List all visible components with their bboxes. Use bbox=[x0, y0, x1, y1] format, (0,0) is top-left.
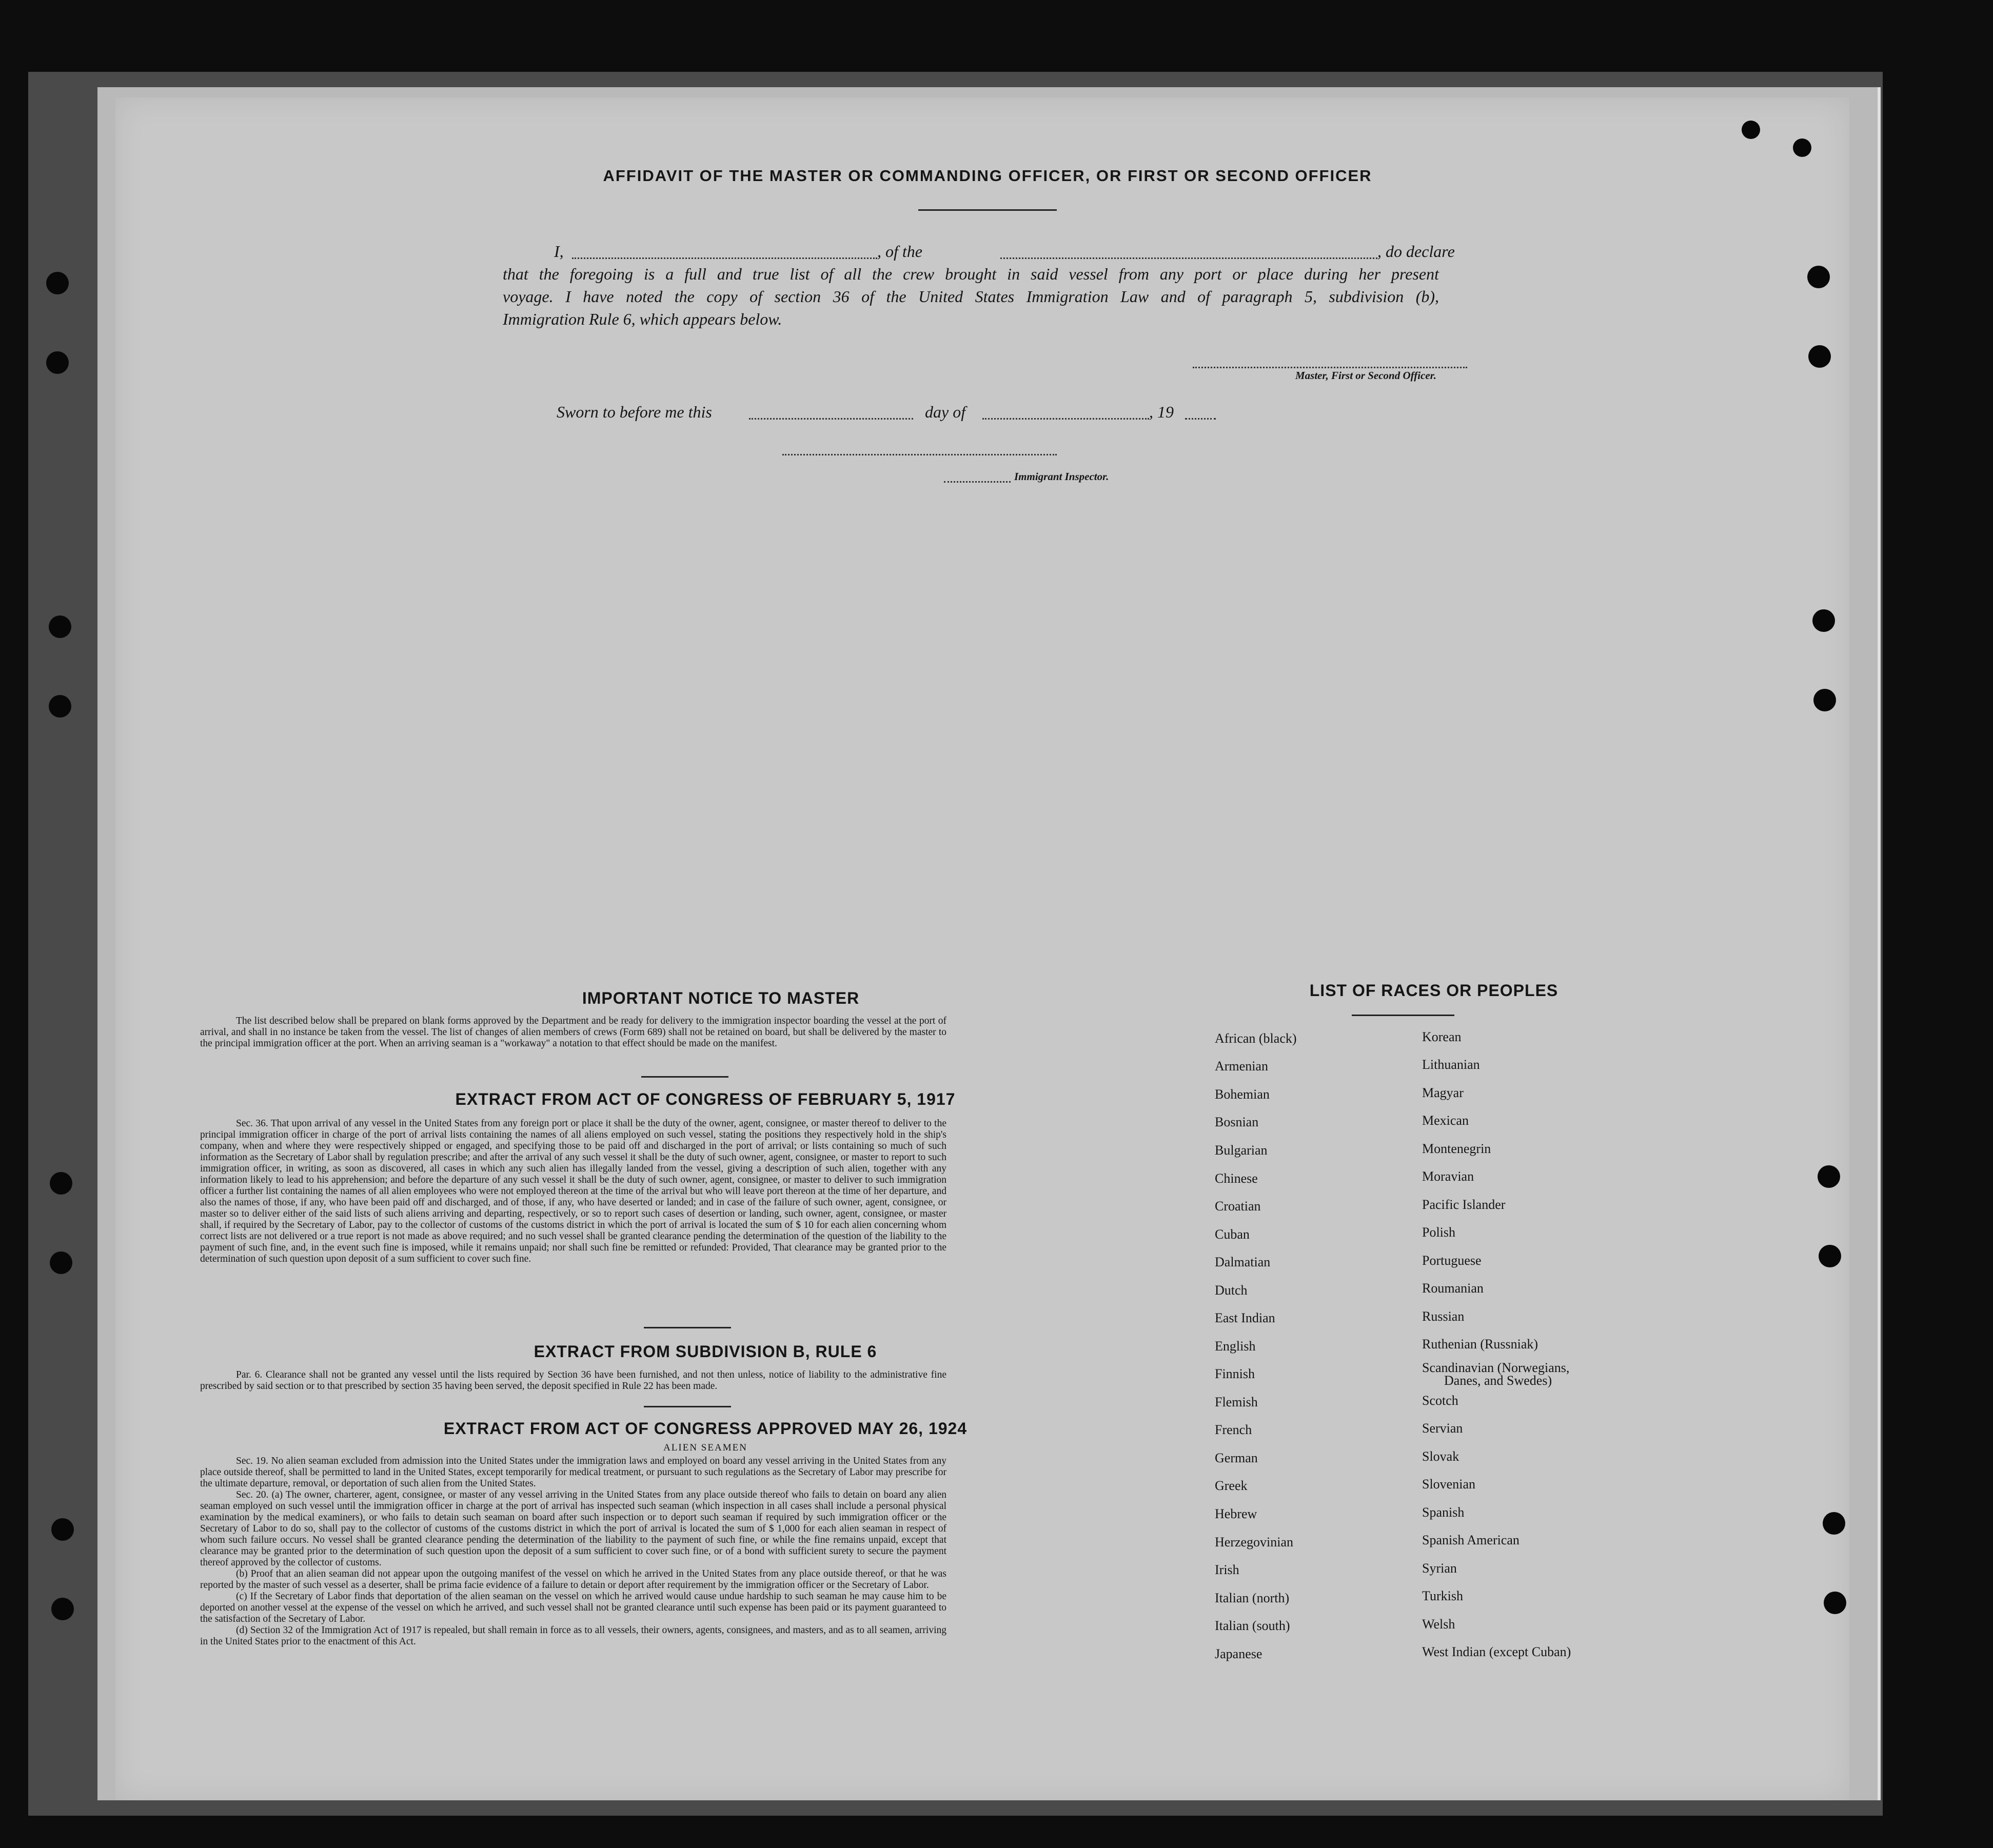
race-item: West Indian (except Cuban) bbox=[1422, 1644, 1571, 1659]
punch-hole bbox=[50, 1172, 72, 1195]
race-item: Bulgarian bbox=[1215, 1143, 1268, 1158]
punch-hole bbox=[1818, 1165, 1840, 1188]
race-item: Polish bbox=[1422, 1225, 1456, 1240]
officer-signature-label: Master, First or Second Officer. bbox=[1295, 369, 1436, 382]
race-item: Dutch bbox=[1215, 1283, 1248, 1298]
inspector-prefix-line[interactable] bbox=[944, 481, 1011, 483]
punch-hole bbox=[50, 1251, 72, 1274]
race-item: Italian (south) bbox=[1215, 1618, 1290, 1633]
section-divider bbox=[644, 1406, 731, 1407]
race-item: Bohemian bbox=[1215, 1087, 1270, 1102]
punch-hole bbox=[51, 1598, 74, 1620]
race-item: Welsh bbox=[1422, 1617, 1455, 1632]
sec-20a-paragraph: Sec. 20. (a) The owner, charterer, agent, consignee, or master of any vessel arriving in the United States from any place outside thereof who fails to detain on board any alien seaman employed on such vessel until the immigration officer in charge at the port of arrival has inspected such seaman (which inspection in all cases shall include a personal physical examination by the medical examiners), or who fails to detain such seaman on board after such inspection or to deport such seaman if required by such immigration officer or the Secretary of Labor to do so, shall pay to the collector of customs of the customs district in which the port of arrival is located the sum of $ 1,000 for each alien seaman in respect of whom such failure occurs. No vessel shall be granted clearance pending the determination of the liability to the payment of such fine, or while the fine remains unpaid, except that clearance may be granted prior to the determination of such question upon the deposit of a sum sufficient to cover such fine, or of a bond with sufficient surety to secure the payment thereof approved by the collector of customs. bbox=[200, 1489, 946, 1568]
race-item: Japanese bbox=[1215, 1646, 1262, 1661]
race-item: Turkish bbox=[1422, 1588, 1463, 1603]
race-item: Russian bbox=[1422, 1309, 1465, 1324]
extract-1924-title: EXTRACT FROM ACT OF CONGRESS APPROVED MAY 26, 1924 bbox=[443, 1419, 968, 1438]
race-item: Korean bbox=[1422, 1029, 1462, 1044]
race-item: Cuban bbox=[1215, 1227, 1250, 1242]
races-title-rule bbox=[1352, 1015, 1454, 1016]
race-item: Slovak bbox=[1422, 1449, 1459, 1464]
race-item: Armenian bbox=[1215, 1059, 1268, 1074]
affidavit-body-line: voyage. I have noted the copy of section 36 of the United States Immigration Law and of paragraph 5, subdivision (b), bbox=[503, 287, 1439, 306]
race-item: Finnish bbox=[1215, 1366, 1255, 1381]
punch-hole bbox=[1823, 1512, 1845, 1535]
extract-1917-text: Sec. 36. That upon arrival of any vessel in the United States from any foreign port or place it shall be the duty of the owner, agent, consignee, or master thereof to deliver to the principal immigration officer in charge of the port of arrival lists containing the names of all aliens employed on such vessel, stating the positions they respectively hold in the ship's company, when and where they were respectively shipped or engaged, and specifying those to be paid off and discharged in the port of arrival; or lists containing so much of such information as the Secretary of Labor shall by regulation prescribe; and after the arrival of any such vessel it shall be the duty of such owner, agent, consignee, or master to report to such immigration officer, in writing, as soon as discovered, all cases in which any such alien has illegally landed from the vessel, giving a description of such alien, together with any information likely to lead to his apprehension; and before the departure of any such vessel it shall be the duty of such owner, agent, consignee, or master to deliver to such immigration officer a further list containing the names of all alien employees who were not employed thereon at the time of the arrival but who will leave port thereon at the time of her departure, and also the names of those, if any, who have been paid off and discharged, and of those, if any, who have deserted or landed; and in case of the failure of such owner, agent, consignee, or master so to deliver either of the said lists of such aliens arriving and departing, respectively, or so to report such cases of desertion or landing, such owner, agent, consignee, or master shall, if required by the Secretary of Labor, pay to the collector of customs of the customs district in which the port of arrival is located the sum of $ 10 for each alien concerning whom correct lists are not delivered or a true report is not made as above required; and no such vessel shall be granted clearance pending the determination of the question of the liability to the payment of such fine, and, in the event such fine is imposed, while it remains unpaid; nor shall such fine be remitted or refunded: Provided, That clearance may be granted prior to the determination of such question upon deposit of a sum sufficient to cover such fine. bbox=[200, 1118, 946, 1264]
punch-hole bbox=[46, 351, 69, 374]
race-item: Ruthenian (Russniak) bbox=[1422, 1337, 1538, 1352]
race-item: Roumanian bbox=[1422, 1281, 1484, 1296]
race-item: Italian (north) bbox=[1215, 1591, 1290, 1605]
inspector-signature-line[interactable] bbox=[782, 454, 1057, 455]
sworn-month-line[interactable] bbox=[982, 418, 1149, 420]
extract-1917-title: EXTRACT FROM ACT OF CONGRESS OF FEBRUARY 5, 1917 bbox=[455, 1090, 956, 1108]
section-divider bbox=[641, 1076, 728, 1078]
race-item: Danes, and Swedes) bbox=[1444, 1373, 1552, 1388]
inspector-label: Immigrant Inspector. bbox=[1014, 470, 1109, 483]
affidavit-title: AFFIDAVIT OF THE MASTER OR COMMANDING OFFICER, OR FIRST OR SECOND OFFICER bbox=[603, 167, 1372, 185]
master-name-line[interactable] bbox=[572, 257, 877, 259]
race-item: Hebrew bbox=[1215, 1506, 1257, 1521]
form-page bbox=[115, 97, 1849, 1800]
affidavit-body-line: that the foregoing is a full and true list of all the crew brought in said vessel from any port or place during her present bbox=[503, 265, 1439, 283]
race-item: Flemish bbox=[1215, 1395, 1258, 1409]
extract-1924-subtitle: ALIEN SEAMEN bbox=[663, 1442, 747, 1453]
race-item: Scandinavian (Norwegians, bbox=[1422, 1360, 1570, 1375]
race-item: English bbox=[1215, 1339, 1256, 1354]
sec-20d-paragraph: (d) Section 32 of the Immigration Act of 1917 is repealed, but shall remain in force as to all vessels, their owners, agents, consignees, and masters, and as to all seamen, arriving in the United States prior to the enactment of this Act. bbox=[200, 1625, 946, 1647]
race-item: German bbox=[1215, 1450, 1258, 1465]
race-item: Scotch bbox=[1422, 1393, 1458, 1408]
race-item: Servian bbox=[1422, 1421, 1463, 1436]
race-item: Bosnian bbox=[1215, 1115, 1259, 1129]
sworn-text: Sworn to before me this bbox=[557, 403, 712, 421]
race-item: African (black) bbox=[1215, 1031, 1297, 1046]
vessel-name-line[interactable] bbox=[1000, 257, 1377, 259]
race-item: Greek bbox=[1215, 1478, 1248, 1493]
punch-hole bbox=[1813, 689, 1836, 711]
subdivision-text: Par. 6. Clearance shall not be granted any vessel until the lists required by Section 36 have been furnished, and not then unless, notice of liability to the administrative fine prescribed by said section or to that prescribed by section 35 having been served, the deposit specified in Rule 22 has been made. bbox=[200, 1369, 946, 1392]
race-item: Portuguese bbox=[1422, 1253, 1482, 1268]
sec-20b-paragraph: (b) Proof that an alien seaman did not appear upon the outgoing manifest of the vessel on which he arrived in the United States from any place outside thereof, or that he was reported by the master of such vessel as a deserter, shall be prima facie evidence of a failure to detain or deport after requirement by the immigration officer or the Secretary of Labor. bbox=[200, 1568, 946, 1591]
punch-hole bbox=[1819, 1245, 1841, 1267]
punch-hole bbox=[1812, 609, 1835, 632]
race-item: Pacific Islander bbox=[1422, 1197, 1506, 1212]
punch-hole bbox=[46, 272, 69, 294]
sworn-year-line[interactable] bbox=[1185, 418, 1216, 420]
race-item: Slovenian bbox=[1422, 1477, 1475, 1492]
race-item: Mexican bbox=[1422, 1113, 1469, 1128]
affidavit-i: I, bbox=[554, 242, 564, 261]
sworn-day-line[interactable] bbox=[749, 418, 913, 420]
officer-signature-line[interactable] bbox=[1193, 367, 1467, 368]
punch-hole bbox=[49, 615, 71, 638]
race-item: Syrian bbox=[1422, 1561, 1457, 1576]
notice-text: The list described below shall be prepared on blank forms approved by the Department and be ready for delivery to the immigration inspector boarding the vessel at the port of arrival, and shall in no instance be taken from the vessel. The list of changes of alien members of crews (Form 689) shall not be retained on board, but shall be delivered by the master to the principal immigration officer at the port. When an arriving seaman is a "workaway" a notation to that effect should be made on the manifest. bbox=[200, 1016, 946, 1049]
race-item: Magyar bbox=[1422, 1085, 1464, 1100]
affidavit-of-the: , of the bbox=[877, 242, 922, 261]
affidavit-title-rule bbox=[918, 209, 1057, 211]
race-item: Lithuanian bbox=[1422, 1057, 1480, 1072]
punch-hole bbox=[1793, 138, 1811, 157]
race-item: Irish bbox=[1215, 1562, 1239, 1577]
extract-1924-text bbox=[200, 1456, 946, 1647]
punch-hole bbox=[1808, 345, 1831, 368]
race-item: Spanish American bbox=[1422, 1533, 1520, 1547]
race-item: Croatian bbox=[1215, 1199, 1261, 1214]
race-item: Spanish bbox=[1422, 1505, 1465, 1520]
race-item: French bbox=[1215, 1422, 1252, 1437]
notice-title: IMPORTANT NOTICE TO MASTER bbox=[582, 989, 860, 1007]
punch-hole bbox=[1742, 121, 1760, 139]
affidavit-declare: , do declare bbox=[1377, 242, 1455, 261]
race-item: Montenegrin bbox=[1422, 1141, 1491, 1156]
section-divider bbox=[644, 1327, 731, 1328]
punch-hole bbox=[49, 695, 71, 718]
affidavit-body-line: Immigration Rule 6, which appears below. bbox=[503, 310, 782, 328]
races-title: LIST OF RACES OR PEOPLES bbox=[1309, 981, 1558, 1000]
sec-19-paragraph: Sec. 19. No alien seaman excluded from admission into the United States under the immigration laws and employed on board any vessel arriving in the United States from any place outside thereof, shall be permitted to land in the United States, except temporarily for medical treatment, or pursuant to such regulations as the Secretary of Labor may prescribe for the ultimate departure, removal, or deportation of such alien from the United States. bbox=[200, 1456, 946, 1489]
race-item: Herzegovinian bbox=[1215, 1535, 1294, 1549]
punch-hole bbox=[1807, 266, 1830, 288]
punch-hole bbox=[1824, 1592, 1846, 1614]
race-item: East Indian bbox=[1215, 1310, 1275, 1325]
race-item: Chinese bbox=[1215, 1171, 1258, 1186]
race-item: Dalmatian bbox=[1215, 1255, 1271, 1269]
punch-hole bbox=[51, 1518, 74, 1541]
sworn-year-prefix: , 19 bbox=[1149, 403, 1174, 421]
subdivision-title: EXTRACT FROM SUBDIVISION B, RULE 6 bbox=[534, 1342, 877, 1361]
sec-20c-paragraph: (c) If the Secretary of Labor finds that deportation of the alien seaman on the vessel on which he arrived would cause undue hardship to such seaman he may cause him to be deported on another vessel at the expense of the vessel on which he arrived, and such vessel shall not be granted clearance until such expense has been paid or its payment guaranteed to the satisfaction of the Secretary of Labor. bbox=[200, 1591, 946, 1624]
sworn-day-of: day of bbox=[925, 403, 966, 421]
race-item: Moravian bbox=[1422, 1169, 1474, 1184]
